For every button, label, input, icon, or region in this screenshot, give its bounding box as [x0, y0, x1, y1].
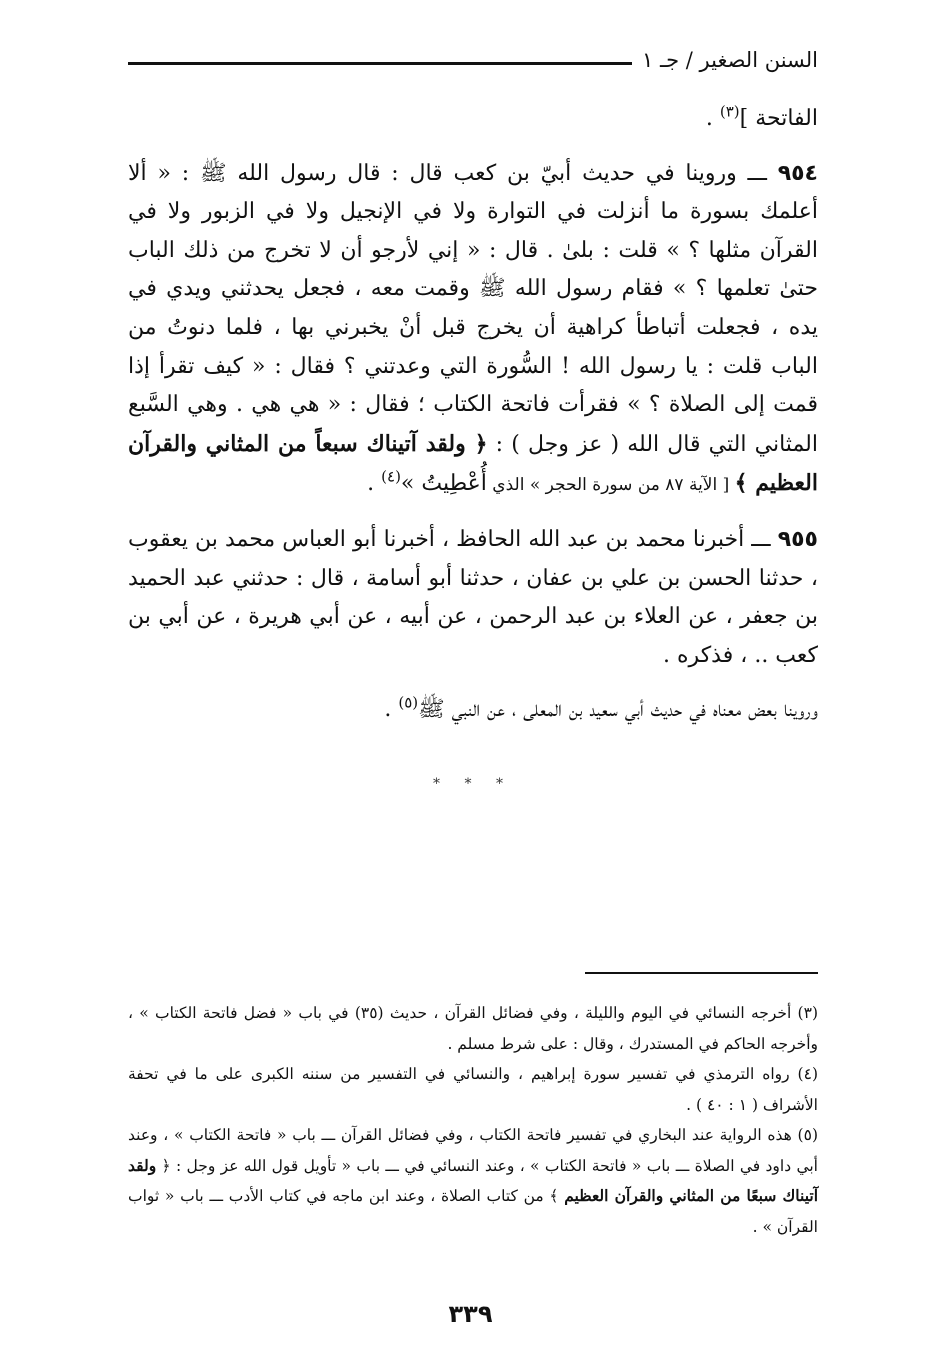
header-title: السنن الصغير / جـ ١ [642, 48, 818, 72]
footnote-5-start: (٥) هذه الرواية عند البخاري في تفسير فاتحة الكتاب ، وفي فضائل القرآن ـــ باب « فاتحة الكتاب » ، وعند أبي داود في الصلاة ـــ باب « فاتحة الكتاب » ، وعند النسائي في ـــ باب « تأويل قول الله عز وجل : ﴿ [128, 1126, 818, 1175]
hadith-number-954: ٩٥٤ [777, 160, 818, 186]
hadith-954-end: . [367, 471, 382, 497]
opening-end: . [705, 106, 720, 131]
running-header [128, 42, 818, 78]
quran-verse: ولقد آتيناك سبعاً من المثاني والقرآن العظيم [128, 430, 818, 497]
section-separator: * * * [433, 776, 513, 792]
hadith-number-955: ٩٥٥ [777, 526, 818, 552]
ayah-reference: [ الآية ٨٧ من سورة الحجر » الذي [486, 475, 735, 496]
closing-line [128, 691, 818, 730]
hadith-955 [128, 521, 818, 675]
footnote-5-end: ﴾ من كتاب الصلاة ، وعند ابن ماجه في كتاب الأدب ـــ باب « ثواب القرآن » . [128, 1187, 818, 1236]
footnote-ref-4: (٤) [381, 468, 401, 487]
footnote-5 [128, 1120, 818, 1242]
opening-text: الفاتحة ] [739, 106, 818, 131]
footnote-3: (٣) أخرجه النسائي في اليوم والليلة ، وفي فضائل القرآن ، حديث (٣٥) في باب « فضل فاتحة الكتاب » ، وأخرجه الحاكم في المستدرك ، وقال : على شرط مسلم . [128, 1004, 818, 1053]
footnote-ref-5: (٥) [398, 693, 419, 712]
quran-open: ﴿ [465, 430, 488, 457]
opening-line [128, 100, 818, 139]
hadith-954-text: ـــ وروينا في حديث أبيّ بن كعب قال : قال رسول الله ﷺ : « ألا أعلمك بسورة ما أنزلت في التوارة ولا في الإنجيل ولا في الزبور ولا في القرآن مثلها ؟ » قلت : بلىٰ . قال : « إني لأرجو أن لا تخرج من ذلك الباب حتىٰ تعلمها ؟ » فقام رسول الله ﷺ وقمت معه ، فجعل يحدثني ويدي في يده ، فجعلت أتباطأ كراهية أن يخرج قبل أنْ يخبرني بها ، فلما دنوتُ من الباب قلت : يا رسول الله ! السُّورة التي وعدتني ؟ فقال : « كيف تقرأ إذا قمت إلى الصلاة ؟ » فقرأت فاتحة الكتاب ؛ فقال : « هي هي . وهي السَّبع المثاني التي قال الله ( عز وجل ) : [128, 160, 818, 457]
hadith-955-text: ـــ أخبرنا محمد بن عبد الله الحافظ ، أخبرنا أبو العباس محمد بن يعقوب ، حدثنا الحسن بن علي بن عفان ، حدثنا أبو أسامة ، قال : حدثني عبد الحميد بن جعفر ، عن العلاء بن عبد الرحمن ، عن أبيه ، عن أبي هريرة ، عن أبي بن كعب .. ، فذكره . [128, 526, 818, 668]
footnote-rule [585, 972, 818, 974]
hadith-954-text-2: أُعْطِيتُ » [400, 471, 487, 497]
closing-text: وروينا بعض معناه في حديث أبي سعيد بن المعلى ، عن النبي ﷺ [418, 697, 818, 723]
footnote-ref-3: (٣) [719, 102, 740, 121]
header-rule [128, 62, 632, 65]
quran-close: ﴾ [734, 470, 756, 497]
main-text [128, 100, 818, 730]
hadith-954 [128, 155, 818, 505]
page-number: ٣٣٩ [448, 1300, 493, 1328]
footnotes [128, 998, 818, 1242]
closing-end: . [384, 697, 399, 723]
footnote-4: (٤) رواه الترمذي في تفسير سورة إبراهيم ، والنسائي في التفسير من سننه الكبرى على ما في تحفة الأشراف ( ١ : ٤٠ ) . [128, 1065, 818, 1114]
footnote-5-quran: ولقد آتيناك سبعًا من المثاني والقرآن العظيم [128, 1155, 819, 1205]
